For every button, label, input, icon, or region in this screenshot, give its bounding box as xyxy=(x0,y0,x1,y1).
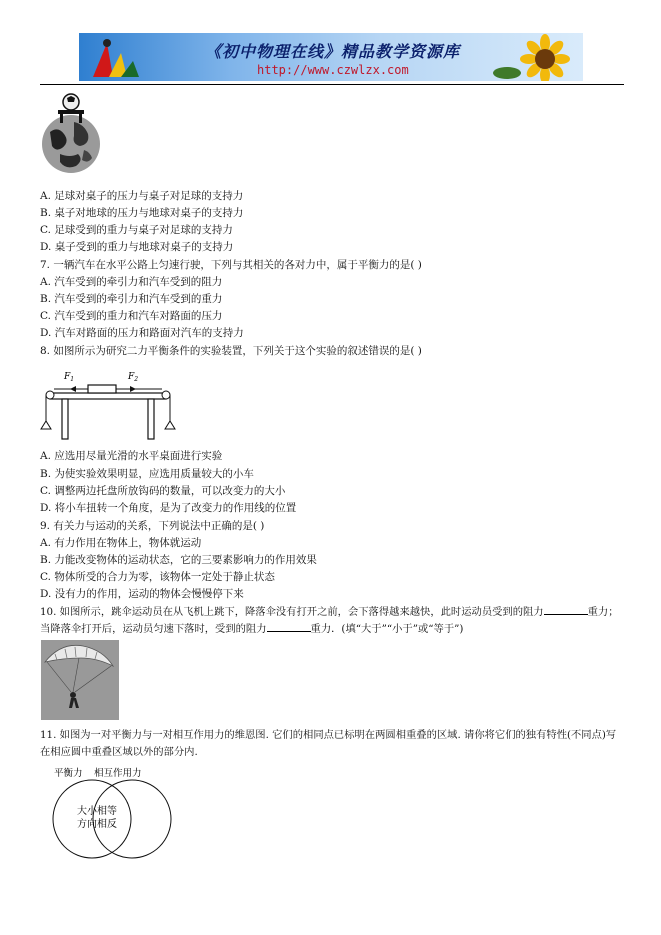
q6-option-c: C. 足球受到的重力与桌子对足球的支持力 xyxy=(40,224,233,236)
sunflower-icon xyxy=(493,33,583,81)
q7-option-d: D. 汽车对路面的压力和路面对汽车的支持力 xyxy=(40,327,244,339)
q6-option-a: A. 足球对桌子的压力与桌子对足球的支持力 xyxy=(40,190,244,202)
q7-option-c: C. 汽车受到的重力和汽车对路面的压力 xyxy=(40,310,223,322)
q10-part3: 重力．(填“大于”“小于”或“等于”) xyxy=(310,623,464,635)
logo-icon xyxy=(87,35,147,79)
q8-option-c: C. 调整两边托盘所放钩码的数量，可以改变力的大小 xyxy=(40,485,286,497)
two-force-apparatus-figure xyxy=(40,365,176,445)
f1-label: $F_1$ xyxy=(64,372,75,383)
q10-part1: 10. 如图所示，跳伞运动员在从飞机上跳下，降落伞没有打开之前，会下落得越来越快，此时运动员受到的阻力 xyxy=(40,606,544,618)
q10-part2: 重力；当降落伞打开后，运动员匀速下落时，受到的阻力 xyxy=(40,606,619,635)
q8-option-d: D. 将小车扭转一个角度，是为了改变力的作用线的位置 xyxy=(40,502,297,514)
q8-stem: 8. 如图所示为研究二力平衡条件的实验装置，下列关于这个实验的叙述错误的是( ) xyxy=(40,345,422,357)
parachutist-photo xyxy=(41,640,119,720)
q8-option-b: B. 为使实验效果明显，应选用质量较大的小车 xyxy=(40,468,254,480)
q6-option-d: D. 桌子受到的重力与地球对桌子的支持力 xyxy=(40,241,234,253)
q9-stem: 9. 有关力与运动的关系，下列说法中正确的是( ) xyxy=(40,520,265,532)
banner-url: http://www.czwlzx.com xyxy=(257,63,409,77)
venn-diagram xyxy=(42,765,182,861)
q7-stem: 7. 一辆汽车在水平公路上匀速行驶，下列与其相关的各对力中，属于平衡力的是( ) xyxy=(40,259,422,271)
banner-title: 《初中物理在线》精品教学资源库 xyxy=(205,42,461,61)
q8-option-a: A. 应选用尽量光滑的水平桌面进行实验 xyxy=(40,450,223,462)
ball-on-table-figure xyxy=(40,92,102,178)
header-rule xyxy=(40,84,624,85)
venn-right-label: 相互作用力 xyxy=(94,768,142,779)
q10-text xyxy=(40,604,622,638)
q9-option-d: D. 没有力的作用，运动的物体会慢慢停下来 xyxy=(40,588,244,600)
q11-stem: 11. 如图为一对平衡力与一对相互作用力的维恩图. 它们的相同点已标明在两圆相重叠的区域. 请你将它们的独有特性(不同点)写在相应圆中重叠区域以外的部分内. xyxy=(40,729,617,758)
q10-blank-1[interactable] xyxy=(544,604,588,615)
venn-overlap-line2: 方向相反 xyxy=(77,819,117,830)
q9-option-b: B. 力能改变物体的运动状态，它的三要素影响力的作用效果 xyxy=(40,554,317,566)
header-banner xyxy=(79,33,583,81)
q7-option-a: A. 汽车受到的牵引力和汽车受到的阻力 xyxy=(40,276,223,288)
venn-overlap-line1: 大小相等 xyxy=(77,806,117,817)
venn-left-label: 平衡力 xyxy=(54,768,83,779)
q10-blank-2[interactable] xyxy=(267,621,311,632)
f2-label: $F_2$ xyxy=(128,372,139,383)
q6-option-b: B. 桌子对地球的压力与地球对桌子的支持力 xyxy=(40,207,244,219)
q7-option-b: B. 汽车受到的牵引力和汽车受到的重力 xyxy=(40,293,223,305)
q9-option-a: A. 有力作用在物体上，物体就运动 xyxy=(40,537,202,549)
q9-option-c: C. 物体所受的合力为零，该物体一定处于静止状态 xyxy=(40,571,275,583)
